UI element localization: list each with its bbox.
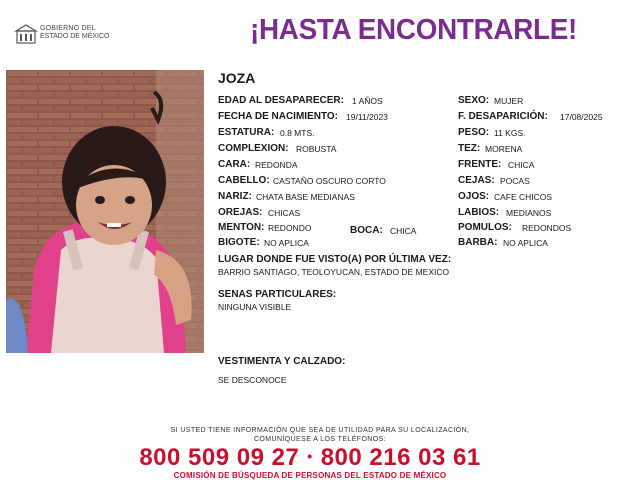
contact-instructions-line1: SI USTED TIENE INFORMACIÓN QUE SEA DE UTILIDAD PARA SU LOCALIZACIÓN, xyxy=(170,427,470,434)
cejas-value: POCAS xyxy=(500,176,530,186)
bigote-value: NO APLICA xyxy=(264,238,309,248)
senas-value: NINGUNA VISIBLE xyxy=(218,302,292,312)
edad-value: 1 AÑOS xyxy=(352,96,383,106)
commission-name: COMISIÓN DE BÚSQUEDA DE PERSONAS DEL ESTADO DE MÉXICO xyxy=(173,471,447,480)
page-title: ¡HASTA ENCONTRARLE! xyxy=(250,14,578,46)
labios-value: MEDIANOS xyxy=(506,208,552,218)
ojos-label: OJOS: xyxy=(458,191,490,202)
sexo-label: SEXO: xyxy=(458,95,490,106)
boca-value: CHICA xyxy=(390,226,417,236)
complexion-value: ROBUSTA xyxy=(296,144,337,154)
nariz-label: NARIZ: xyxy=(218,191,252,202)
labios-label: LABIOS: xyxy=(458,207,500,218)
edad-label: EDAD AL DESAPARECER: xyxy=(218,95,344,106)
phone-separator: • xyxy=(307,448,313,464)
bigote-label: BIGOTE: xyxy=(218,237,260,248)
barba-label: BARBA: xyxy=(458,237,498,248)
nariz-value: CHATA BASE MEDIANAS xyxy=(256,192,355,202)
gov-name-line2: ESTADO DE MÉXICO xyxy=(40,33,110,40)
fecha-nacimiento-value: 19/11/2023 xyxy=(346,112,388,122)
barba-value: NO APLICA xyxy=(503,238,548,248)
phone-number-1[interactable]: 800 509 09 27 xyxy=(139,444,300,471)
last-seen-label: LUGAR DONDE FUE VISTO(A) POR ÚLTIMA VEZ: xyxy=(218,254,452,265)
peso-value: 11 KGS. xyxy=(494,128,526,138)
pomulos-label: POMULOS: xyxy=(458,222,512,233)
fecha-desaparicion-value: 17/08/2025 xyxy=(560,112,603,122)
contact-instructions-line2: COMUNÍQUESE A LOS TELÉFONOS: xyxy=(253,436,387,443)
orejas-value: CHICAS xyxy=(268,208,301,218)
complexion-label: COMPLEXION: xyxy=(218,143,289,154)
boca-label: BOCA: xyxy=(350,225,383,236)
cejas-label: CEJAS: xyxy=(458,175,495,186)
orejas-label: OREJAS: xyxy=(218,207,263,218)
missing-person-photo xyxy=(6,70,204,353)
pomulos-value: REDONDOS xyxy=(522,223,572,233)
menton-value: REDONDO xyxy=(268,223,312,233)
frente-label: FRENTE: xyxy=(458,159,502,170)
fecha-desaparicion-label: F. DESAPARICIÓN: xyxy=(458,111,548,122)
last-seen-value: BARRIO SANTIAGO, TEOLOYUCAN, ESTADO DE MEXICO xyxy=(218,267,450,277)
fecha-nacimiento-label: FECHA DE NACIMIENTO: xyxy=(218,111,338,122)
estatura-value: 0.8 MTS. xyxy=(280,128,315,138)
frente-value: CHICA xyxy=(508,160,535,170)
gov-name-line1: GOBIERNO DEL xyxy=(40,25,96,32)
tez-value: MORENA xyxy=(485,144,523,154)
ojos-value: CAFE CHICOS xyxy=(494,192,553,202)
tez-label: TEZ: xyxy=(458,143,481,154)
phone-numbers xyxy=(0,444,620,472)
state-logo-icon xyxy=(14,22,38,46)
cara-label: CARA: xyxy=(218,159,251,170)
vestimenta-label: VESTIMENTA Y CALZADO: xyxy=(218,356,346,367)
person-name: JOZA xyxy=(218,70,256,86)
cabello-label: CABELLO: xyxy=(218,175,270,186)
sexo-value: MUJER xyxy=(494,96,524,106)
menton-label: MENTON: xyxy=(218,222,265,233)
cara-value: REDONDA xyxy=(255,160,298,170)
phone-number-2[interactable]: 800 216 03 61 xyxy=(320,444,481,471)
estatura-label: ESTATURA: xyxy=(218,127,275,138)
cabello-value: CASTAÑO OSCURO CORTO xyxy=(273,176,386,186)
senas-label: SENAS PARTICULARES: xyxy=(218,289,337,300)
peso-label: PESO: xyxy=(458,127,490,138)
vestimenta-value: SE DESCONOCE xyxy=(218,375,287,385)
